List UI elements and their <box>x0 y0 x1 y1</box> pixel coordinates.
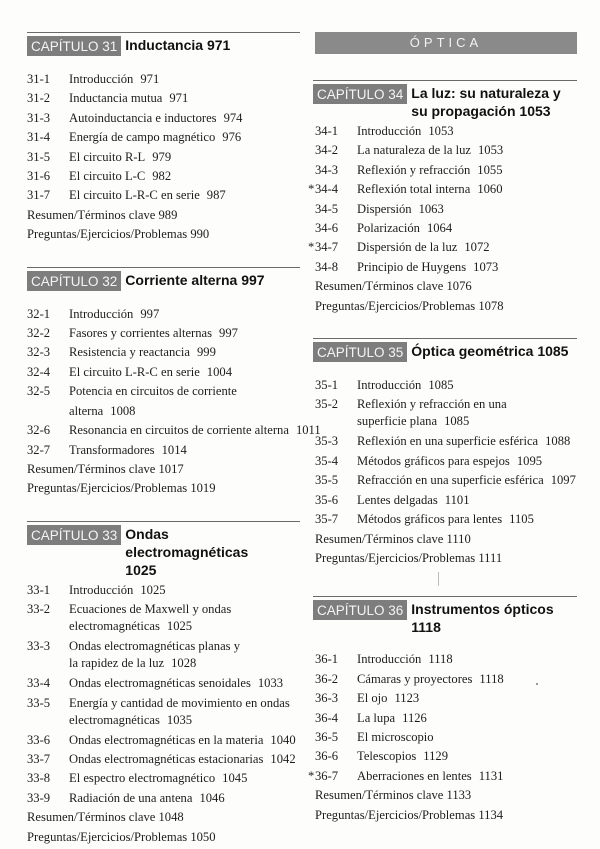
toc-entry[interactable] <box>315 141 577 160</box>
section-title: Reflexión en una superficie esférica <box>357 434 539 449</box>
section-title: Introducción <box>357 124 422 138</box>
section-number: 34-8 <box>315 259 339 274</box>
chapter-32 <box>27 267 321 499</box>
section-title: Potencia en circuitos de corriente alterna <box>69 384 237 418</box>
section-title: Métodos gráficos para espejos <box>357 453 510 468</box>
toc-entry[interactable] <box>27 148 300 167</box>
section-title: Polarización <box>357 221 420 236</box>
section-title: Aberraciones en lentes <box>357 768 472 783</box>
page-number: 1118 <box>479 671 504 686</box>
toc-entry[interactable] <box>315 747 577 766</box>
toc-entry[interactable] <box>27 600 300 637</box>
section-number: 34-3 <box>315 162 339 177</box>
section-number: 36-2 <box>315 671 339 686</box>
entry-list <box>313 376 577 568</box>
section-number: 32-2 <box>27 326 51 341</box>
section-title: Ondas electromagnéticas en la materia <box>69 732 264 747</box>
page-number: 1095 <box>516 453 543 468</box>
toc-entry[interactable] <box>315 200 577 219</box>
section-number: 34-5 <box>315 201 339 216</box>
section-number: 36-1 <box>315 652 339 667</box>
section-title: El circuito R-L <box>69 149 146 164</box>
chapter-title: Inductancia 971 <box>125 37 231 53</box>
page-number: 1129 <box>423 749 449 764</box>
section-title: Autoinductancia e inductores <box>69 110 217 125</box>
section-title: Cámaras y proyectores <box>357 671 473 686</box>
section-title: Introducción <box>69 582 134 597</box>
section-number: 31-3 <box>27 110 51 125</box>
toc-entry[interactable] <box>315 709 577 728</box>
section-number: 35-7 <box>315 512 339 527</box>
toc-entry[interactable] <box>27 324 300 343</box>
chapter-title: Instrumentos ópticos 1118 <box>411 601 554 636</box>
page-number: 1040 <box>270 732 296 747</box>
section-title: La lupa <box>357 710 396 725</box>
section-number: 36-5 <box>315 729 339 744</box>
page-number: 1011 <box>295 423 321 438</box>
summary-entry[interactable]: Resumen/Términos clave 1048 <box>27 810 184 825</box>
section-number: 36-7 <box>315 768 339 783</box>
page-number: 1073 <box>473 259 499 274</box>
section-number: 34-2 <box>315 143 339 158</box>
section-number: 34-6 <box>315 221 339 236</box>
section-title: El espectro electromagnético <box>69 771 216 786</box>
page-number: 1088 <box>545 434 571 449</box>
section-number: 31-7 <box>27 188 51 203</box>
section-title: Introducción <box>69 306 134 321</box>
chapter-header <box>313 80 577 120</box>
summary-entry[interactable]: Resumen/Términos clave 1110 <box>315 531 471 546</box>
toc-entry[interactable] <box>315 650 577 669</box>
toc-entry[interactable] <box>27 789 300 808</box>
toc-entry[interactable] <box>27 186 300 205</box>
toc-entry[interactable] <box>315 491 577 510</box>
chapter-header <box>27 267 300 291</box>
page-number: 976 <box>222 130 242 145</box>
toc-entry[interactable] <box>315 122 577 141</box>
section-number: 35-3 <box>315 434 339 449</box>
toc-entry[interactable] <box>27 731 300 750</box>
entry-list <box>308 122 577 316</box>
section-number: 33-3 <box>27 639 51 654</box>
toc-entry[interactable] <box>315 376 577 395</box>
section-number: 34-1 <box>315 124 339 138</box>
chapter-title: Ondas electromagnéticas 1025 <box>125 525 249 578</box>
section-title: Energía y cantidad de movimiento en ondas electromagnéticas <box>69 695 290 727</box>
section-title: Ondas electromagnéticas estacionarias <box>69 751 264 766</box>
section-title: El ojo <box>357 691 388 706</box>
page-number: 979 <box>152 149 172 164</box>
section-number: 34-4 <box>315 182 339 197</box>
page-number: 1033 <box>257 676 284 691</box>
section-number: 33-5 <box>27 695 51 710</box>
section-number: 35-4 <box>315 453 339 468</box>
page-number: 997 <box>219 326 238 341</box>
section-title: Ecuaciones de Maxwell y ondas electromagnéticas <box>69 602 232 634</box>
section-title: Inductancia mutua <box>69 91 163 106</box>
section-number: 31-2 <box>27 91 51 106</box>
section-number: 32-7 <box>27 442 51 457</box>
section-number: 34-7 <box>315 240 339 255</box>
page-number: 1014 <box>161 442 187 457</box>
section-title: Resonancia en circuitos de corriente alterna <box>69 423 289 438</box>
entry-list <box>27 70 300 245</box>
page-number: 1123 <box>394 691 420 706</box>
page-number: 1063 <box>418 201 444 216</box>
page-number: 1064 <box>426 221 453 236</box>
summary-entry[interactable]: Resumen/Términos clave 1133 <box>315 788 472 803</box>
toc-entry[interactable] <box>27 70 300 89</box>
section-number: 33-8 <box>27 771 51 786</box>
toc-entry[interactable] <box>27 305 300 324</box>
page-number: 999 <box>196 345 216 360</box>
toc-entry[interactable] <box>27 167 300 186</box>
toc-entry[interactable] <box>315 219 577 238</box>
toc-entry[interactable] <box>315 161 577 180</box>
page-number: 1008 <box>110 403 136 418</box>
optional-marker: * <box>308 768 315 783</box>
section-title: Dispersión de la luz <box>357 240 458 255</box>
section-title: Dispersión <box>357 201 412 216</box>
problems-entry[interactable]: Preguntas/Ejercicios/Problemas 1078 <box>315 298 504 313</box>
section-title: Métodos gráficos para lentes <box>357 512 503 527</box>
toc-entry[interactable] <box>27 769 300 788</box>
toc-entry[interactable] <box>27 363 300 382</box>
optional-marker: * <box>308 240 315 255</box>
chapter-31 <box>27 32 300 245</box>
optional-marker: * <box>308 182 315 197</box>
toc-entry[interactable] <box>27 674 300 693</box>
section-number: 32-3 <box>27 345 51 360</box>
section-number: 33-7 <box>27 751 51 766</box>
page-number: 1028 <box>171 656 197 671</box>
section-number: 36-3 <box>315 691 339 706</box>
section-title: Principio de Huygens <box>357 259 467 274</box>
toc-entry[interactable] <box>315 728 577 747</box>
problems-entry[interactable]: Preguntas/Ejercicios/Problemas 1134 <box>315 807 504 822</box>
chapter-header <box>313 596 577 636</box>
chapter-title: Óptica geométrica 1085 <box>411 343 569 360</box>
section-title: El circuito L-C <box>69 169 146 184</box>
section-title: Ondas electromagnéticas senoidales <box>69 676 251 691</box>
left-column <box>27 32 321 847</box>
toc-entry[interactable] <box>308 767 577 786</box>
toc-entry[interactable] <box>315 471 577 490</box>
section-title: Ondas electromagnéticas planas y la rapidez de la luz <box>69 639 240 671</box>
section-title: Refracción en una superficie esférica <box>357 473 544 488</box>
section-number: 31-6 <box>27 169 51 184</box>
section-number: 32-6 <box>27 423 51 438</box>
page-number: 1046 <box>199 790 225 805</box>
page-number: 1025 <box>140 582 166 597</box>
section-title: La naturaleza de la luz <box>357 143 471 158</box>
page-number: 1118 <box>428 652 453 667</box>
chapter-33 <box>27 521 300 847</box>
section-number: 35-2 <box>315 397 339 412</box>
scan-speck <box>438 572 439 586</box>
chapter-tag: CAPÍTULO 34 <box>313 84 407 104</box>
chapter-36 <box>308 596 577 825</box>
chapter-tag: CAPÍTULO 36 <box>313 600 407 620</box>
page-number: 1045 <box>222 771 248 786</box>
chapter-title: La luz: su naturaleza y su propagación 1053 <box>411 85 561 119</box>
toc-entry[interactable] <box>308 180 577 199</box>
problems-entry[interactable]: Preguntas/Ejercicios/Problemas 1019 <box>27 481 216 496</box>
page-number: 1085 <box>428 378 454 393</box>
toc-entry[interactable] <box>27 750 300 769</box>
section-title: Fasores y corrientes alternas <box>69 326 213 341</box>
page-number: 974 <box>223 110 243 125</box>
page-number: 1053 <box>428 124 454 138</box>
page-number: 1035 <box>166 712 193 727</box>
toc-entry[interactable] <box>315 395 577 432</box>
section-title: Resistencia y reactancia <box>69 345 190 360</box>
page-number: 1055 <box>477 162 503 177</box>
section-title: Telescopios <box>357 749 417 764</box>
summary-entry[interactable]: Resumen/Términos clave 989 <box>27 207 178 222</box>
toc-entry[interactable] <box>27 109 300 128</box>
page-number: 1105 <box>509 512 534 527</box>
section-title: Lentes delgadas <box>357 492 438 507</box>
toc-entry[interactable] <box>27 89 300 108</box>
toc-entry[interactable] <box>27 581 300 600</box>
section-number: 31-5 <box>27 149 51 164</box>
toc-entry[interactable] <box>27 382 300 421</box>
page-number: 997 <box>140 306 160 321</box>
toc-entry[interactable] <box>27 637 300 674</box>
toc-entry[interactable] <box>27 128 300 147</box>
section-number: 33-4 <box>27 676 51 691</box>
section-number: 31-4 <box>27 130 51 145</box>
summary-entry[interactable]: Resumen/Términos clave 1017 <box>27 461 184 476</box>
section-title: El circuito L-R-C en serie <box>69 188 200 203</box>
section-number: 36-4 <box>315 710 339 725</box>
section-number: 32-1 <box>27 306 51 321</box>
section-title: Introducción <box>69 72 134 86</box>
section-number: 33-6 <box>27 732 51 747</box>
toc-entry[interactable] <box>315 258 577 277</box>
page-number: 1131 <box>478 768 504 783</box>
chapter-tag: CAPÍTULO 31 <box>27 36 121 56</box>
toc-entry[interactable] <box>27 441 300 460</box>
section-title: Reflexión y refracción en una superficie plana <box>357 397 507 429</box>
section-number: 31-1 <box>27 72 51 86</box>
section-title: El microscopio <box>357 729 434 744</box>
chapter-header <box>27 521 300 579</box>
section-number: 33-1 <box>27 582 51 597</box>
section-number: 36-6 <box>315 749 339 764</box>
page-number: 1097 <box>550 473 576 488</box>
part-banner: ÓPTICA <box>315 32 577 54</box>
chapter-tag: CAPÍTULO 32 <box>27 271 121 291</box>
section-title: Reflexión y refracción <box>357 162 471 177</box>
page-number: 1053 <box>477 143 504 158</box>
chapter-tag: CAPÍTULO 33 <box>27 525 121 545</box>
entry-list <box>308 650 577 825</box>
chapter-header <box>313 338 577 362</box>
section-title: Reflexión total interna <box>357 182 471 197</box>
section-title: Introducción <box>357 378 422 393</box>
section-title: Radiación de una antena <box>69 790 193 805</box>
page-number: 1042 <box>270 751 296 766</box>
page-number: 1060 <box>477 182 503 197</box>
page-number: 971 <box>140 72 160 86</box>
page-number: 982 <box>152 169 172 184</box>
section-number: 32-4 <box>27 364 51 379</box>
toc-entry[interactable] <box>315 452 577 471</box>
chapter-35 <box>313 338 577 568</box>
entry-list <box>27 581 300 847</box>
chapter-tag: CAPÍTULO 35 <box>313 342 407 362</box>
section-number: 32-5 <box>27 384 51 399</box>
chapter-header <box>27 32 300 56</box>
toc-entry[interactable] <box>315 670 577 689</box>
page-number: 1072 <box>464 240 490 255</box>
section-number: 33-2 <box>27 602 51 617</box>
page-number: 971 <box>169 91 189 106</box>
summary-entry[interactable]: Resumen/Términos clave 1076 <box>315 279 472 294</box>
entry-list <box>27 305 321 499</box>
problems-entry[interactable]: Preguntas/Ejercicios/Problemas 990 <box>27 227 210 242</box>
toc-entry[interactable] <box>27 694 300 731</box>
section-number: 35-5 <box>315 473 339 488</box>
section-title: El circuito L-R-C en serie <box>69 364 200 379</box>
scan-speck <box>536 683 538 685</box>
section-number: 35-1 <box>315 378 339 393</box>
chapter-34 <box>308 80 577 316</box>
section-title: Transformadores <box>69 442 155 457</box>
section-title: Introducción <box>357 652 422 667</box>
page-number: 987 <box>206 188 226 203</box>
toc-entry[interactable] <box>315 689 577 708</box>
section-number: 35-6 <box>315 492 339 507</box>
section-number: 33-9 <box>27 790 51 805</box>
toc-entry[interactable] <box>315 432 577 451</box>
toc-entry[interactable] <box>27 421 321 440</box>
section-title: Energía de campo magnético <box>69 130 216 145</box>
page-number: 1101 <box>444 492 470 507</box>
toc-entry[interactable] <box>315 510 577 529</box>
problems-entry[interactable]: Preguntas/Ejercicios/Problemas 1050 <box>27 829 216 844</box>
problems-entry[interactable]: Preguntas/Ejercicios/Problemas 1111 <box>315 550 503 565</box>
toc-entry[interactable] <box>27 343 300 362</box>
toc-entry[interactable] <box>308 238 577 257</box>
page-number: 1004 <box>206 364 232 379</box>
page-number: 1126 <box>402 710 427 725</box>
chapter-title: Corriente alterna 997 <box>125 271 265 288</box>
page-number: 1085 <box>444 414 470 429</box>
page-number: 1025 <box>166 619 193 634</box>
